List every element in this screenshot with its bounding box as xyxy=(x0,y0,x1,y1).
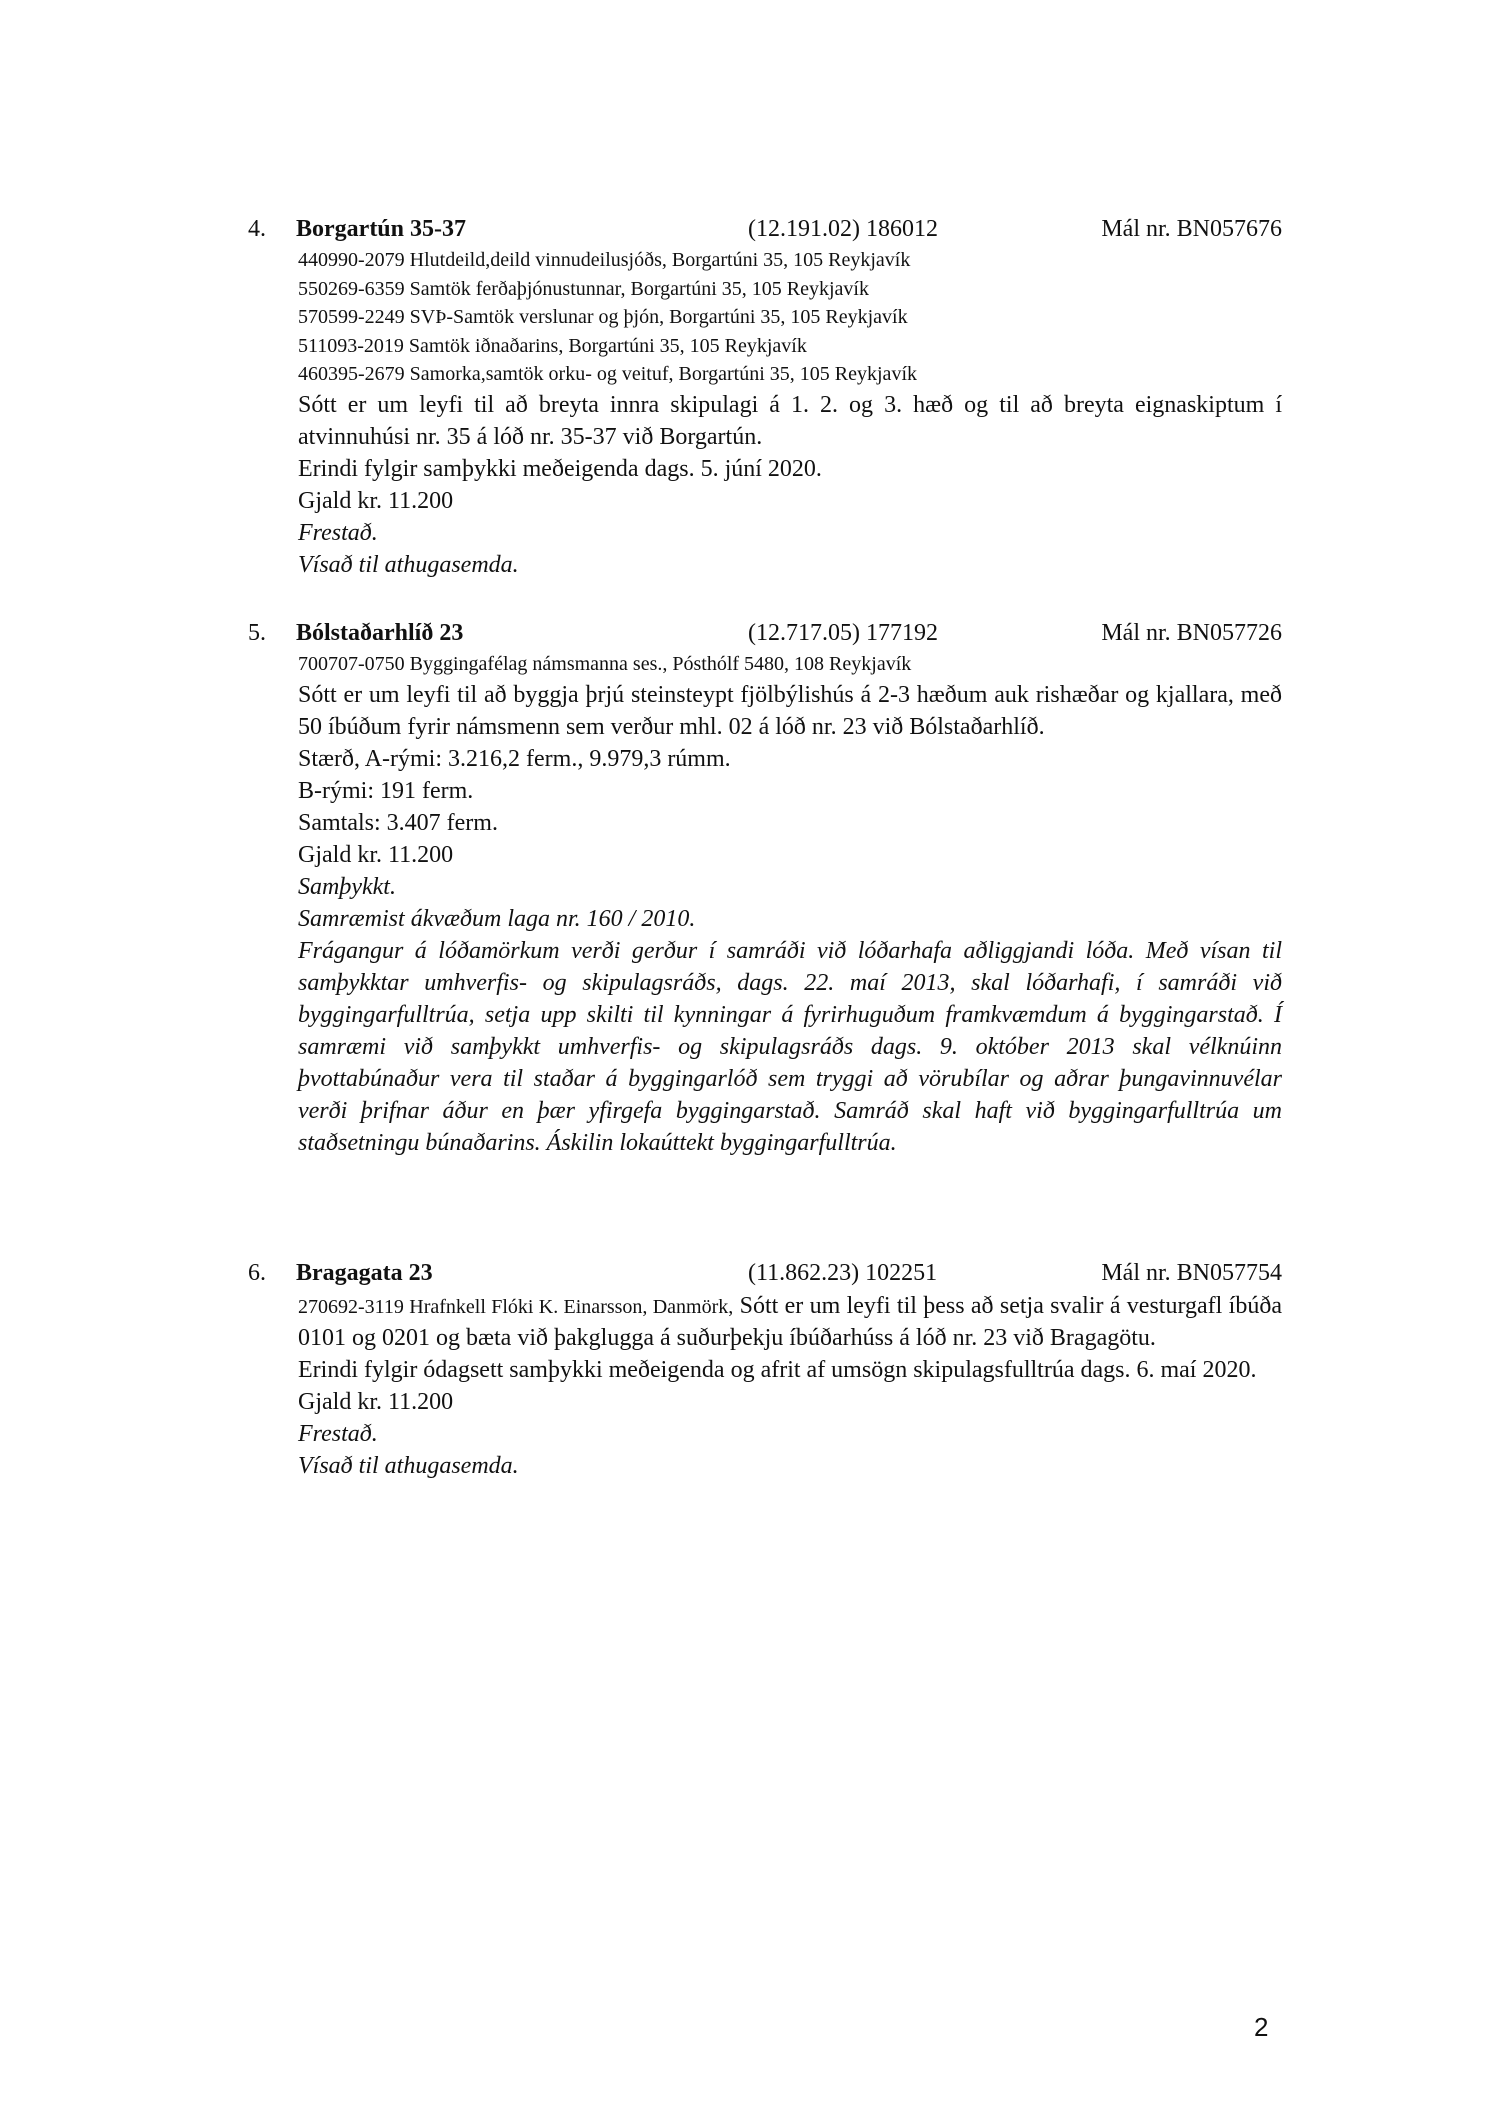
application-description: Sótt er um leyfi til að byggja þrjú steinsteypt fjölbýlishús á 2-3 hæðum auk rishæðar og kjallara, með 50 íbúðum fyrir námsmenn sem verður mhl. 02 á lóð nr. 23 við Bólstaðarhlíð. xyxy=(298,681,1282,740)
case-number: Mál nr. BN057676 xyxy=(1101,216,1282,242)
application-description xyxy=(298,1290,1282,1354)
case-item-6 xyxy=(0,1256,1500,1482)
lot-number: (12.717.05) 177192 xyxy=(748,620,938,646)
property-address: Borgartún 35-37 xyxy=(296,216,466,242)
case-body xyxy=(298,246,1282,581)
decision-line: Vísað til athugasemda. xyxy=(298,1453,519,1479)
fee-line: Gjald kr. 11.200 xyxy=(298,841,454,868)
fee-line: Gjald kr. 11.200 xyxy=(298,487,454,514)
application-description: Sótt er um leyfi til að breyta innra skipulagi á 1. 2. og 3. hæð og til að breyta eignaskiptum í atvinnuhúsi nr. 35 á lóð nr. 35-37 við Borgartún. xyxy=(298,391,1282,450)
owner-line: 440990-2079 Hlutdeild,deild vinnudeilusjóðs, Borgartúni 35, 105 Reykjavík xyxy=(298,249,911,271)
case-number: Mál nr. BN057726 xyxy=(1101,620,1282,646)
item-number: 6. xyxy=(248,1260,266,1286)
lot-number: (11.862.23) 102251 xyxy=(748,1260,938,1286)
description-text: Sótt er um leyfi til þess að setja svalir á vesturgafl íbúða 0101 og 0201 og bæta við þakglugga á suðurþekju íbúðarhúss á lóð nr. 23 við Bragagötu. xyxy=(298,1293,1282,1351)
owner-line: 511093-2019 Samtök iðnaðarins, Borgartúni 35, 105 Reykjavík xyxy=(298,334,807,357)
fee-line: Gjald kr. 11.200 xyxy=(298,1389,454,1415)
item-number: 4. xyxy=(248,216,266,242)
owner-line: 460395-2679 Samorka,samtök orku- og veituf, Borgartúni 35, 105 Reykjavík xyxy=(298,363,917,386)
owner-line: 570599-2249 SVÞ-Samtök verslunar og þjón, Borgartúni 35, 105 Reykjavík xyxy=(298,306,908,329)
property-address: Bólstaðarhlíð 23 xyxy=(296,620,464,646)
decision-line: Vísað til athugasemda. xyxy=(298,551,519,578)
case-item-4 xyxy=(0,212,1500,581)
case-body xyxy=(298,650,1282,1159)
detail-line: Erindi fylgir ódagsett samþykki meðeigenda og afrit af umsögn skipulagsfulltrúa dags. 6. maí 2020. xyxy=(298,1357,1257,1383)
decision-line: Frestað. xyxy=(298,1421,378,1447)
decision-line: Samþykkt. xyxy=(298,873,396,900)
property-address: Bragagata 23 xyxy=(296,1260,433,1286)
case-number: Mál nr. BN057754 xyxy=(1101,1260,1282,1286)
decision-line: Samræmist ákvæðum laga nr. 160 / 2010. xyxy=(298,905,696,932)
case-item-5 xyxy=(0,616,1500,1159)
case-header xyxy=(0,616,1500,650)
item-number: 5. xyxy=(248,620,266,646)
size-line: Samtals: 3.407 ferm. xyxy=(298,809,498,836)
case-header xyxy=(0,1256,1500,1290)
decision-line: Frestað. xyxy=(298,519,378,546)
owner-line: 270692-3119 Hrafnkell Flóki K. Einarsson, Danmörk, xyxy=(298,1296,734,1318)
page-number: 2 xyxy=(1254,2012,1269,2042)
lot-number: (12.191.02) 186012 xyxy=(748,216,938,242)
owner-line: 700707-0750 Byggingafélag námsmanna ses., Pósthólf 5480, 108 Reykjavík xyxy=(298,653,912,675)
case-body xyxy=(298,1290,1282,1482)
detail-line: Erindi fylgir samþykki meðeigenda dags. 5. júní 2020. xyxy=(298,455,822,482)
case-header xyxy=(0,212,1500,246)
size-line: Stærð, A-rými: 3.216,2 ferm., 9.979,3 rúmm. xyxy=(298,745,731,772)
conditions-text: Frágangur á lóðamörkum verði gerður í samráði við lóðarhafa aðliggjandi lóða. Með vísan til samþykktar umhverfis- og skipulagsráðs, dags. 22. maí 2013, skal lóðarhafi, í samráði við byggingarfulltrúa, setja upp skilti til kynningar á fyrirhuguðum framkvæmdum á byggingarstað. Í samræmi við samþykkt umhverfis- og skipulagsráðs dags. 9. október 2013 skal vélknúinn þvottabúnaður vera til staðar á byggingarlóð sem tryggi að vörubílar og aðrar þungavinnuvélar verði þrifnar áður en þær yfirgefa byggingarstað. Samráð skal haft við byggingarfulltrúa um staðsetningu búnaðarins. Áskilin lokaúttekt byggingarfulltrúa. xyxy=(298,937,1282,1156)
size-line: B-rými: 191 ferm. xyxy=(298,777,474,804)
owner-line: 550269-6359 Samtök ferðaþjónustunnar, Borgartúni 35, 105 Reykjavík xyxy=(298,277,869,300)
